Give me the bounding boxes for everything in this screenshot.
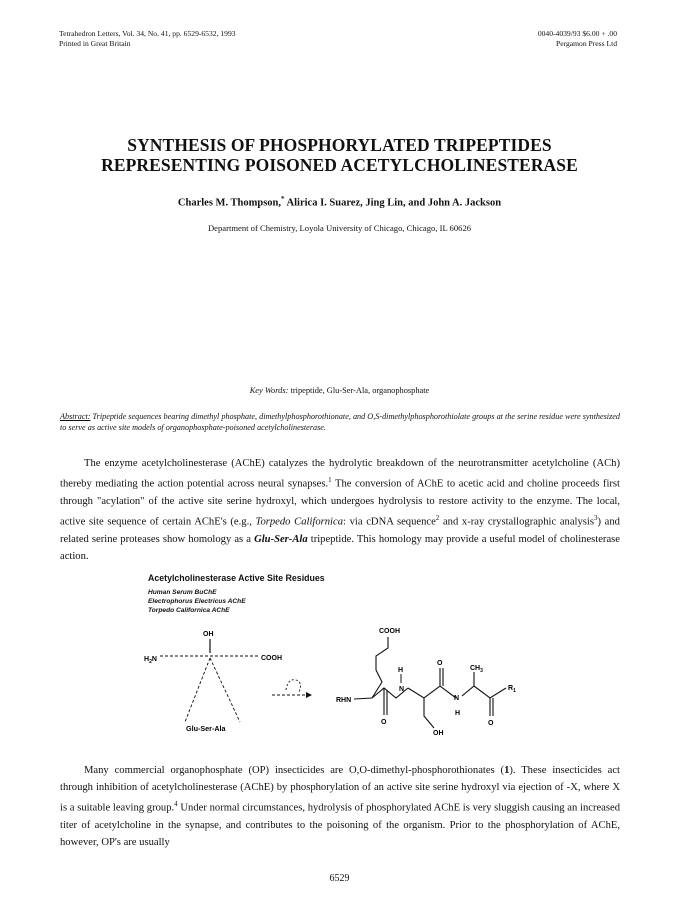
figure-sources [148,588,246,615]
p2-compound-number: 1 [504,765,510,776]
fig-o-2: O [437,660,443,667]
title-line-1: SYNTHESIS OF PHOSPHORYLATED TRIPEPTIDES [127,135,552,155]
figure-source-3: Torpedo Californica AChE [148,607,230,614]
fig-left-oh: OH [203,631,214,638]
publisher-info [538,29,617,49]
active-site-figure [140,620,540,750]
p1-text-2: The conversion of AChE to acetic acid and choline proceeds first through "acylation" of the active site serine hydroxyl, which undergoes hydrolysis to restore activity to the enzyme. The local, active site sequence of certain AChE's (e.g., [60,478,620,528]
fig-oh: OH [433,730,444,737]
figure-heading: Acetylcholinesterase Active Site Residues [148,573,325,583]
fig-left-cooh: COOH [261,655,282,662]
p2-text-3: Under normal circumstances, hydrolysis of phosphorylated AChE is very sluggish causing an increased titer of acetylcholine in the synapse, and contributes to the poisoning of the organism. Prior to the phosphorylation of AChE, however, OP's are usually [60,802,620,849]
p1-text-1: The enzyme acetylcholinesterase (AChE) catalyzes the hydrolytic breakdown of the neurotransmitter acetylcholine (ACh) thereby mediating the action potential across neural synapses. [60,458,620,490]
page-number: 6529 [329,873,350,884]
figure-source-2: Electrophorus Electricus AChE [148,598,246,605]
author-list [0,195,679,209]
fig-n-2: N [454,695,460,702]
keywords-label: Key Words: [249,386,289,395]
abstract [60,411,620,433]
p1-text-4: and x-ray crystallographic analysis [439,516,594,528]
figure-source-1: Human Serum BuChE [148,589,217,596]
p1-text-6: tripeptide. This homology may provide a useful model of cholinesterase action. [60,533,620,563]
fig-h-2: H [455,710,461,717]
fig-serine-chain [424,698,434,728]
fig-arrow-head [306,692,312,698]
fig-left-loop-label: Glu-Ser-Ala [186,724,226,733]
abstract-label: Abstract: [60,412,91,421]
fig-rhn: RHN [336,697,352,704]
p1-tripeptide: Glu-Ser-Ala [254,533,308,545]
authors-part-1: Charles M. Thompson, [177,197,281,209]
title-line-2: REPRESENTING POISONED ACETYLCHOLINESTERASE [101,155,578,175]
fig-r1: $R_1$ [508,685,516,694]
p2-text-2: ). These insecticides act through inhibition of acetylcholinesterase (AChE) by phosphorylation of an active site serine hydroxyl via ejection of -X, where X is a suitable leaving group. [60,765,620,814]
ref-3: 3 [593,514,598,523]
p2-text-1: Many commercial organophosphate (OP) insecticides are O,O-dimethyl-phosphorothionates ( [84,765,505,776]
ref-4: 4 [174,800,178,809]
p1-species: Torpedo Californica [255,516,343,528]
intro-paragraph [60,455,620,565]
fig-left-loop-side-2 [210,658,240,722]
ref-1: 1 [328,476,332,485]
fig-h-1: H [398,667,404,674]
second-paragraph [60,762,620,852]
abstract-text: Tripeptide sequences bearing dimethyl phosphate, dimethylphosphorothionate, and O,S-dimethylphosphorothiolate groups at the serine residue were synthesized to serve as active site models of organophosphate-poisoned acetylcholinesterase. [60,412,620,432]
fig-curve [286,680,300,692]
keywords [0,386,679,395]
fig-ch3: $CH_3$ [470,665,483,674]
corresponding-mark: * [281,195,285,203]
printed-line: Printed in Great Britain [59,39,131,48]
paper-title [0,135,679,175]
fig-backbone-3 [462,686,506,698]
fig-right-cooh: COOH [379,628,400,635]
fig-backbone-2 [408,686,456,698]
fig-left-loop-side-1 [185,658,210,722]
fig-left-h2n: $H_2N$ [144,656,157,665]
p1-text-5: ) and related serine proteases show homology as a [60,516,620,545]
fig-o-3: O [488,720,494,727]
code-line: 0040-4039/93 $6.00 + .00 [537,29,617,38]
affiliation: Department of Chemistry, Loyola University of Chicago, Chicago, IL 60626 [207,223,472,233]
keywords-text: tripeptide, Glu-Ser-Ala, organophosphate [288,386,430,395]
fig-o-1: O [381,719,387,726]
ref-2: 2 [435,514,440,523]
journal-line: Tetrahedron Letters, Vol. 34, No. 41, pp. 6529-6532, 1993 [59,29,236,38]
authors-part-2: Alirica I. Suarez, Jing Lin, and John A. Jackson [284,197,502,209]
publisher-line: Pergamon Press Ltd [555,39,617,48]
fig-n-1: N [399,686,405,693]
journal-citation [59,29,236,49]
p1-text-3: : via cDNA sequence [343,516,436,528]
